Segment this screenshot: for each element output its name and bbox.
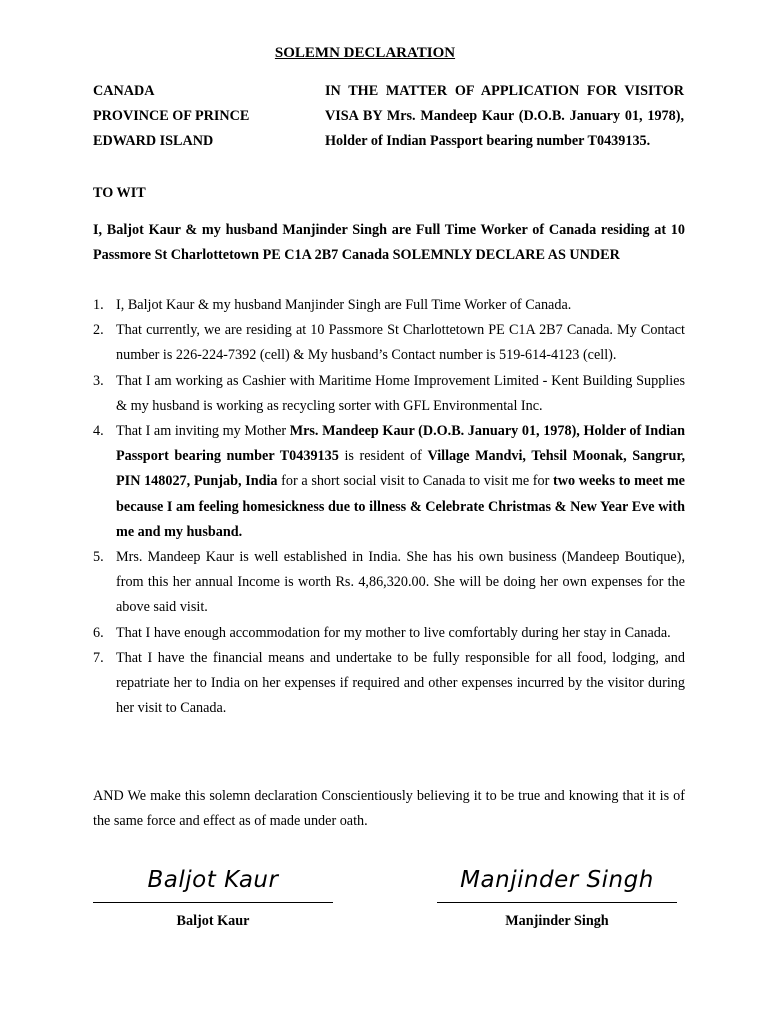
item-text: [116, 621, 685, 646]
item-text-bold: two weeks to meet me because I am feeling homesickness due to illness & Celebrate Christmas & New Year Eve with me and my husband.: [116, 473, 685, 540]
item-number: 1.: [93, 297, 104, 313]
item-text-part: That currently, we are residing at 10 Passmore St Charlottetown PE C1A 2B7 Canada. My Contact number is 226-224-7392 (cell) & My husband’s Contact number is 519-614-4123 (cell).: [116, 322, 685, 364]
signature-block-baljot: [93, 858, 333, 934]
item-text-part: is resident of: [338, 448, 428, 465]
item-number: 2.: [93, 322, 104, 339]
list-item: [93, 621, 685, 646]
closing-statement: AND We make this solemn declaration Conscientiously believing it to be true and knowing that it is of the same force and effect as of made under oath.: [93, 788, 685, 830]
item-text-part: That I am working as Cashier with Maritime Home Improvement Limited - Kent Building Supplies & my husband is working as recycling sorter with GFL Environmental Inc.: [116, 372, 685, 414]
item-text-part: for a short social visit to Canada to visit me for: [277, 473, 553, 490]
item-text: [116, 545, 685, 621]
item-text-part: Mrs. Mandeep Kaur is well established in India. She has his own business (Mandeep Boutique), from this her annual Income is worth Rs. 4,86,320.00. She will be doing her own expenses for the above said visit.: [116, 549, 685, 616]
item-text-bold: Mrs. Mandeep Kaur (D.O.B. January 01, 1978), Holder of Indian Passport bearing number T0439135: [116, 423, 686, 465]
list-item: [93, 293, 685, 318]
list-item: [93, 545, 685, 621]
signature-block-manjinder: [437, 858, 677, 934]
item-text-bold: Village Mandvi, Tehsil Moonak, Sangrur, PIN 148027, Punjab, India: [116, 448, 685, 490]
signatory-name: Manjinder Singh: [505, 913, 609, 929]
item-number: 3.: [93, 372, 104, 389]
declaration-intro: I, Baljot Kaur & my husband Manjinder Singh are Full Time Worker of Canada residing at 10 Passmore St Charlottetown PE C1A 2B7 Canada SOLEMNLY DECLARE AS UNDER: [93, 222, 685, 264]
jurisdiction-line: CANADA: [93, 83, 155, 99]
jurisdiction-block: [93, 79, 308, 155]
item-text-part: That I have enough accommodation for my mother to live comfortably during her stay in Canada.: [116, 624, 671, 641]
item-number: 4.: [93, 423, 104, 440]
signature-line: [437, 902, 677, 903]
item-text: [116, 293, 685, 318]
item-text: [116, 646, 685, 722]
item-number: 6.: [93, 624, 104, 641]
item-text-part: That I have the financial means and undertake to be fully responsible for all food, lodging, and repatriate her to India on her expenses if required and other expenses incurred by the visitor during her visit to Canada.: [116, 649, 685, 717]
item-text: [116, 318, 685, 368]
declaration-list: [93, 293, 685, 721]
item-text: [116, 369, 685, 419]
list-item: [93, 419, 685, 545]
jurisdiction-line: PROVINCE OF PRINCE: [93, 108, 250, 125]
handwritten-signature: Baljot Kaur: [147, 867, 279, 893]
jurisdiction-line: EDWARD ISLAND: [93, 133, 214, 150]
list-item: [93, 318, 685, 368]
handwritten-signature: Manjinder Singh: [460, 867, 654, 893]
list-item: [93, 369, 685, 419]
signature-line: [93, 902, 333, 903]
item-number: 7.: [93, 649, 104, 666]
item-number: 5.: [93, 549, 104, 566]
item-text-part: I, Baljot Kaur & my husband Manjinder Singh are Full Time Worker of Canada.: [116, 297, 572, 313]
list-item: [93, 646, 685, 722]
to-wit-label: TO WIT: [93, 185, 146, 201]
document-title: SOLEMN DECLARATION: [274, 45, 456, 61]
item-text-part: That I am inviting my Mother: [116, 423, 290, 440]
signatory-name: Baljot Kaur: [176, 913, 250, 929]
matter-block: IN THE MATTER OF APPLICATION FOR VISITOR VISA BY Mrs. Mandeep Kaur (D.O.B. January 01, 1978), Holder of Indian Passport bearing number T0439135.: [325, 83, 684, 150]
item-text: [116, 419, 685, 545]
